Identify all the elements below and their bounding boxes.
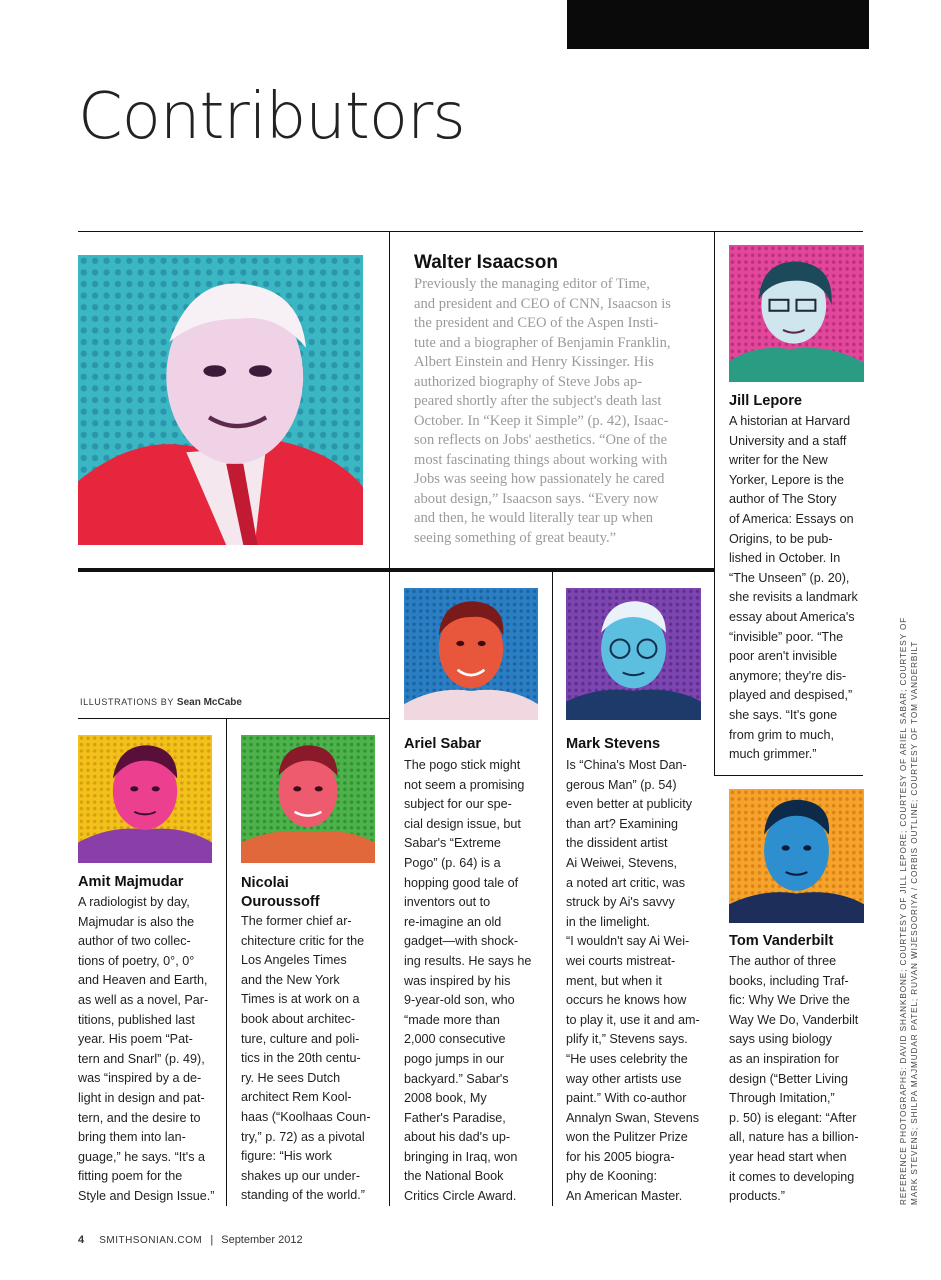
sabar-bio-line: not seem a promising bbox=[404, 777, 525, 792]
isaacson-bio-line: son reflects on Jobs' aesthetics. “One of the bbox=[414, 432, 668, 448]
isaacson-bio-line: Albert Einstein and Henry Kissinger. His bbox=[414, 354, 654, 370]
sabar-bio-line: gadget—with shock- bbox=[404, 934, 519, 949]
sabar-bio-line: Father's Paradise, bbox=[404, 1110, 506, 1125]
majmudar-bio-line: titions, published last bbox=[78, 1012, 195, 1027]
ouroussoff-bio-line: figure: “His work bbox=[241, 1149, 332, 1164]
lepore-name: Jill Lepore bbox=[729, 393, 802, 409]
majmudar-bio-line: author of two collec- bbox=[78, 934, 191, 949]
sabar-bio-line: hopping good tale of bbox=[404, 875, 519, 890]
stevens-name: Mark Stevens bbox=[566, 736, 661, 752]
ouroussoff-bio-line: book about architec- bbox=[241, 1011, 356, 1026]
lepore-bio-line: from grim to much, bbox=[729, 727, 834, 742]
lepore-bio-line: author of The Story bbox=[729, 492, 837, 507]
ouroussoff-bio bbox=[241, 912, 371, 1206]
credit-rule bbox=[78, 718, 389, 719]
majmudar-bio-line: as well as a novel, Par- bbox=[78, 992, 209, 1007]
vanderbilt-bio-line: fic: Why We Drive the bbox=[729, 993, 850, 1008]
majmudar-portrait bbox=[78, 735, 212, 863]
isaacson-bio-line: and then, he would literally tear up when bbox=[414, 510, 654, 526]
stevens-bio-line: occurs he knows how bbox=[566, 993, 687, 1008]
lepore-bio-line: “invisible” poor. “The bbox=[729, 629, 844, 644]
divider-right-column bbox=[714, 231, 715, 775]
sabar-bio-line: Critics Circle Award. bbox=[404, 1189, 517, 1204]
isaacson-bio-line: the president and CEO of the Aspen Insti- bbox=[414, 315, 659, 331]
vanderbilt-bio-line: Way We Do, Vanderbilt bbox=[729, 1012, 859, 1027]
sabar-illustration bbox=[404, 588, 538, 720]
sabar-bio-line: backyard.” Sabar's bbox=[404, 1071, 509, 1086]
sabar-portrait bbox=[404, 588, 538, 720]
majmudar-bio-line: light in design and pat- bbox=[78, 1090, 205, 1105]
ouroussoff-bio-line: ry. He sees Dutch bbox=[241, 1070, 341, 1085]
lepore-bio bbox=[729, 412, 858, 765]
sabar-bio-line: 9-year-old son, who bbox=[404, 993, 515, 1008]
divider-isaacson bbox=[389, 231, 390, 570]
stevens-bio-line: won the Pulitzer Prize bbox=[566, 1130, 688, 1145]
stevens-bio-line: wei courts mistreat- bbox=[566, 953, 676, 968]
vanderbilt-bio-line: says using biology bbox=[729, 1032, 832, 1047]
majmudar-illustration bbox=[78, 735, 212, 863]
lepore-bio-line: much grimmer.” bbox=[729, 747, 817, 762]
vanderbilt-name: Tom Vanderbilt bbox=[729, 933, 834, 949]
stevens-bio-line: paint.” With co-author bbox=[566, 1091, 687, 1106]
sabar-bio-line: 2008 book, My bbox=[404, 1091, 487, 1106]
isaacson-bio bbox=[414, 275, 671, 548]
lepore-bio-line: Origins, to be pub- bbox=[729, 531, 833, 546]
isaacson-bio-line: about design,” Isaacson says. “Every now bbox=[414, 490, 659, 507]
vanderbilt-illustration bbox=[729, 789, 864, 923]
isaacson-name: Walter Isaacson bbox=[414, 252, 558, 273]
lepore-bio-line: anymore; they're dis- bbox=[729, 668, 847, 683]
vanderbilt-bio bbox=[729, 952, 859, 1207]
sabar-bio-line: re-imagine an old bbox=[404, 914, 502, 929]
majmudar-bio-line: and Heaven and Earth, bbox=[78, 973, 208, 988]
sabar-bio-line: “made more than bbox=[404, 1012, 500, 1027]
lepore-illustration bbox=[729, 245, 864, 382]
majmudar-bio-line: bring them into lan- bbox=[78, 1130, 186, 1145]
isaacson-bio-line: authorized biography of Steve Jobs ap- bbox=[414, 373, 643, 390]
sabar-bio bbox=[404, 756, 531, 1207]
majmudar-bio-line: tern and Snarl” (p. 49), bbox=[78, 1051, 205, 1066]
stevens-bio-line: than art? Examining bbox=[566, 816, 679, 831]
ouroussoff-bio-line: chitecture critic for the bbox=[241, 933, 365, 948]
sabar-bio-line: Pogo” (p. 64) is a bbox=[404, 855, 501, 870]
stevens-portrait bbox=[566, 588, 701, 720]
ouroussoff-bio-line: try,” p. 72) as a pivotal bbox=[241, 1129, 365, 1144]
stevens-bio-line: Annalyn Swan, Stevens bbox=[566, 1110, 700, 1125]
stevens-bio-line: even better at publicity bbox=[566, 797, 693, 812]
ouroussoff-bio-line: Times is at work on a bbox=[241, 992, 360, 1007]
majmudar-bio-line: year. His poem “Pat- bbox=[78, 1032, 193, 1047]
stevens-bio-line: struck by Ai's savvy bbox=[566, 895, 675, 910]
majmudar-name: Amit Majmudar bbox=[78, 874, 184, 890]
vanderbilt-bio-line: books, including Traf- bbox=[729, 973, 849, 988]
vanderbilt-bio-line: Through Imitation,” bbox=[729, 1091, 835, 1106]
ouroussoff-name bbox=[241, 874, 320, 912]
sabar-bio-line: inventors out to bbox=[404, 895, 491, 910]
majmudar-bio-line: tions of poetry, 0°, 0° bbox=[78, 953, 195, 968]
majmudar-bio-line: A radiologist by day, bbox=[78, 895, 190, 909]
ouroussoff-portrait bbox=[241, 735, 375, 863]
ouroussoff-bio-line: standing of the world.” bbox=[241, 1188, 365, 1203]
vanderbilt-bio-line: as an inspiration for bbox=[729, 1051, 839, 1066]
majmudar-bio-line: Style and Design Issue.” bbox=[78, 1188, 215, 1203]
stevens-bio-line: plify it,” Stevens says. bbox=[566, 1032, 688, 1047]
vanderbilt-bio-line: The author of three bbox=[729, 954, 837, 968]
sabar-bio-line: 2,000 consecutive bbox=[404, 1032, 506, 1047]
sabar-bio-line: Sabar's “Extreme bbox=[404, 836, 501, 851]
isaacson-bio-line: seeing something of great beauty.” bbox=[414, 529, 617, 546]
photo-credit-line-1: REFERENCE PHOTOGRAPHS: DAVID SHANKBONE; COURTESY OF JILL LEPORE; COURTESY OF ARIEL SABAR; COURTESY OF bbox=[899, 616, 908, 1205]
sabar-bio-line: the National Book bbox=[404, 1169, 504, 1184]
sabar-bio-line: pogo jumps in our bbox=[404, 1051, 505, 1066]
stevens-bio-line: An American Master. bbox=[566, 1189, 683, 1204]
stevens-bio-line: phy de Kooning: bbox=[566, 1169, 658, 1184]
page-number: 4 bbox=[78, 1234, 85, 1246]
isaacson-bio-line: most fascinating things about working with bbox=[414, 451, 668, 468]
stevens-bio-line: “He uses celebrity the bbox=[566, 1051, 688, 1066]
vanderbilt-bio-line: p. 50) is elegant: “After bbox=[729, 1110, 857, 1125]
isaacson-bio-line: Jobs was seeing how passionately he cared bbox=[414, 471, 665, 487]
ouroussoff-bio-line: and the New York bbox=[241, 972, 340, 987]
ouroussoff-bio-line: ture, culture and poli- bbox=[241, 1031, 360, 1046]
stevens-bio-line: for his 2005 biogra- bbox=[566, 1149, 675, 1164]
lepore-portrait bbox=[729, 245, 864, 382]
isaacson-bio-line: October. In “Keep it Simple” (p. 42), Isaac- bbox=[414, 412, 669, 429]
vanderbilt-bio-line: year head start when bbox=[729, 1149, 847, 1164]
vanderbilt-bio-line: all, nature has a billion- bbox=[729, 1130, 859, 1145]
isaacson-portrait bbox=[78, 255, 363, 545]
page-title: Contributors bbox=[78, 80, 465, 154]
stevens-bio-line: ment, but when it bbox=[566, 973, 662, 988]
stevens-bio-line: Is “China's Most Dan- bbox=[566, 758, 687, 772]
vanderbilt-bio-line: products.” bbox=[729, 1189, 785, 1204]
majmudar-bio-line: tern, and the desire to bbox=[78, 1110, 201, 1125]
photo-credit-line-2: MARK STEVENS; SHILPA MAJMUDAR PATEL; RUVAN WIJESOORIYA / CORBIS OUTLINE; COURTESY OF TOM VANDERBILT bbox=[910, 640, 919, 1205]
sabar-bio-line: bringing in Iraq, won bbox=[404, 1149, 518, 1164]
vanderbilt-bio-line: design (“Better Living bbox=[729, 1071, 849, 1086]
stevens-bio bbox=[566, 756, 700, 1207]
top-black-bar bbox=[567, 0, 869, 49]
stevens-bio-line: a noted art critic, was bbox=[566, 875, 685, 890]
sabar-bio-line: ing results. He says he bbox=[404, 953, 532, 968]
stevens-bio-line: in the limelight. bbox=[566, 914, 650, 929]
majmudar-bio-line: guage,” he says. “It's a bbox=[78, 1149, 206, 1164]
isaacson-bio-line: peared shortly after the subject's death last bbox=[414, 393, 662, 409]
lepore-bio-line: “The Unseen” (p. 20), bbox=[729, 570, 850, 585]
credit-prefix: ILLUSTRATIONS BY bbox=[80, 697, 174, 707]
ouroussoff-bio-line: The former chief ar- bbox=[241, 914, 352, 928]
vanderbilt-portrait bbox=[729, 789, 864, 923]
lepore-bio-line: poor aren't invisible bbox=[729, 649, 838, 664]
lepore-bio-line: Yorker, Lepore is the bbox=[729, 472, 845, 487]
lepore-bio-line: lished in October. In bbox=[729, 551, 841, 566]
credit-artist: Sean McCabe bbox=[176, 697, 242, 708]
stevens-illustration bbox=[566, 588, 701, 720]
sabar-bio-line: cial design issue, but bbox=[404, 816, 521, 831]
lepore-bio-line: writer for the New bbox=[729, 453, 828, 468]
ouroussoff-illustration bbox=[241, 735, 375, 863]
ouroussoff-name-last: Ouroussoff bbox=[241, 894, 320, 910]
divider-majmudar bbox=[226, 718, 227, 1206]
sabar-bio-line: subject for our spe- bbox=[404, 797, 512, 812]
stevens-bio-line: way other artists use bbox=[566, 1071, 682, 1086]
sabar-name: Ariel Sabar bbox=[404, 736, 482, 752]
stevens-bio-line: the dissident artist bbox=[566, 836, 668, 851]
ouroussoff-bio-line: tics in the 20th centu- bbox=[241, 1051, 361, 1066]
sabar-bio-line: about his dad's up- bbox=[404, 1130, 511, 1145]
top-rule bbox=[78, 231, 863, 232]
ouroussoff-bio-line: Los Angeles Times bbox=[241, 953, 347, 968]
majmudar-bio-line: Majmudar is also the bbox=[78, 914, 195, 929]
isaacson-bio-line: and president and CEO of CNN, Isaacson is bbox=[414, 295, 671, 312]
lepore-bio-line: essay about America's bbox=[729, 609, 855, 624]
majmudar-bio bbox=[78, 893, 215, 1207]
majmudar-bio-line: fitting poem for the bbox=[78, 1169, 183, 1184]
vanderbilt-bio-line: it comes to developing bbox=[729, 1169, 855, 1184]
photo-credits bbox=[898, 617, 920, 1205]
footer-date: September 2012 bbox=[221, 1234, 303, 1246]
isaacson-illustration bbox=[78, 255, 363, 545]
divider-stevens-left bbox=[552, 570, 553, 1206]
thick-rule bbox=[78, 568, 714, 572]
sabar-bio-line: The pogo stick might bbox=[404, 758, 521, 772]
stevens-bio-line: Ai Weiwei, Stevens, bbox=[566, 855, 678, 870]
isaacson-bio-line: tute and a biographer of Benjamin Franklin, bbox=[414, 334, 671, 351]
ouroussoff-bio-line: haas (“Koolhaas Coun- bbox=[241, 1109, 371, 1124]
stevens-bio-line: gerous Man” (p. 54) bbox=[566, 777, 677, 792]
ouroussoff-bio-line: shakes up our under- bbox=[241, 1168, 361, 1183]
lepore-bio-line: she revisits a landmark bbox=[729, 590, 858, 605]
lepore-bottom-rule bbox=[714, 775, 863, 776]
ouroussoff-name-first: Nicolai bbox=[241, 875, 289, 891]
lepore-bio-line: played and despised,” bbox=[729, 688, 853, 703]
lepore-bio-line: University and a staff bbox=[729, 433, 847, 448]
lepore-bio-line: of America: Essays on bbox=[729, 511, 854, 526]
page-footer bbox=[78, 1234, 303, 1246]
isaacson-bio-line: Previously the managing editor of Time, bbox=[414, 276, 650, 292]
majmudar-bio-line: was “inspired by a de- bbox=[78, 1071, 202, 1086]
lepore-bio-line: A historian at Harvard bbox=[729, 414, 851, 428]
stevens-bio-line: to play it, use it and am- bbox=[566, 1012, 700, 1027]
lepore-bio-line: she says. “It's gone bbox=[729, 707, 838, 722]
illustrations-credit bbox=[80, 697, 242, 708]
stevens-bio-line: “I wouldn't say Ai Wei- bbox=[566, 934, 690, 949]
sabar-bio-line: was inspired by his bbox=[404, 973, 511, 988]
footer-separator: | bbox=[210, 1234, 214, 1246]
footer-site: SMITHSONIAN.COM bbox=[99, 1235, 203, 1246]
divider-sabar-left bbox=[389, 570, 390, 1206]
ouroussoff-bio-line: architect Rem Kool- bbox=[241, 1090, 352, 1105]
